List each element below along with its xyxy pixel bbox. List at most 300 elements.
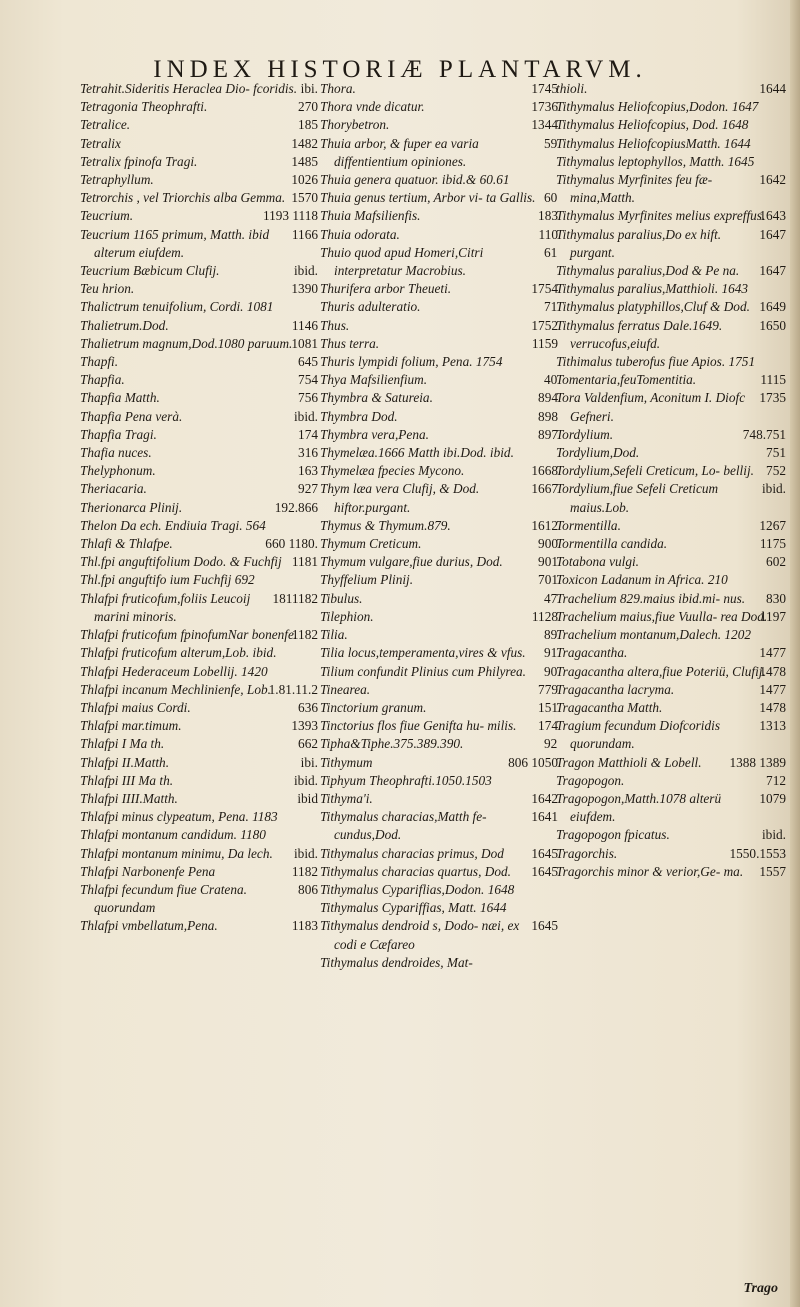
index-entry bbox=[320, 517, 560, 535]
entry-term: Tetragonia Theophrafti. bbox=[80, 99, 208, 115]
page-reference: ibid. bbox=[761, 827, 786, 843]
entry-term: Thymum Creticum. bbox=[320, 536, 422, 552]
entry-term: Tragon Matthioli & Lobell. bbox=[556, 754, 702, 770]
index-entry bbox=[80, 335, 320, 353]
page-reference: 662 bbox=[298, 736, 318, 752]
index-entry bbox=[320, 681, 560, 699]
entry-term: Thlafpi I Ma th. bbox=[80, 736, 165, 752]
page-reference: 40 bbox=[544, 372, 558, 388]
entry-term: Thuris lympidi folium, Pena. 1754 bbox=[320, 354, 503, 370]
page-reference: 1745 bbox=[531, 81, 558, 96]
page-reference: 110 bbox=[538, 226, 558, 242]
entry-term: Tithymalus Cypariffias, Matt. 1644 bbox=[320, 900, 507, 916]
index-entry bbox=[320, 590, 560, 608]
catchword: Trago bbox=[743, 1281, 778, 1296]
index-entry bbox=[80, 298, 320, 316]
page-reference: 1478 bbox=[759, 663, 786, 679]
page-reference: 1390 bbox=[291, 281, 318, 297]
page-reference: 1182 bbox=[291, 863, 318, 879]
page-reference: ibid. bbox=[293, 845, 318, 861]
index-entry bbox=[556, 754, 788, 772]
index-entry bbox=[556, 681, 788, 699]
entry-term: Thlafpi maius Cordi. bbox=[80, 699, 191, 715]
index-entry bbox=[320, 135, 560, 171]
entry-term: Thlafpi vmbellatum,Pena. bbox=[80, 918, 218, 934]
entry-term: Tordylium,Dod. bbox=[556, 445, 640, 461]
entry-term: Teu hrion. bbox=[80, 281, 135, 297]
index-entry bbox=[556, 553, 788, 571]
index-entry bbox=[320, 335, 560, 353]
entry-term: Thl.fpi anguftifolium Dodo. & Fuchfij bbox=[80, 554, 282, 570]
page-reference: 1197 bbox=[759, 608, 786, 624]
index-entry bbox=[80, 189, 320, 207]
page-reference: 1477 bbox=[759, 645, 786, 661]
entry-term: Trachelium maius,fiue Vuulla- rea Dod. bbox=[556, 608, 768, 624]
entry-term: Thlafpi mar.timum. bbox=[80, 718, 182, 734]
entry-term: Tinctorius flos fiue Genifta hu- milis. bbox=[320, 718, 517, 734]
page-reference: 1.81.11.2 bbox=[268, 681, 318, 697]
entry-term: Thalietrum.Dod. bbox=[80, 317, 169, 333]
index-entry bbox=[320, 917, 560, 953]
index-entry bbox=[556, 98, 788, 116]
index-entry bbox=[320, 899, 560, 917]
page-reference: 1175 bbox=[759, 536, 786, 552]
index-entry bbox=[556, 298, 788, 316]
page-reference: ibid. bbox=[761, 481, 786, 497]
page-reference: 754 bbox=[298, 372, 318, 388]
entry-term: Tilia locus,temperamenta,vires & vfus. bbox=[320, 645, 526, 661]
page-reference: 830 bbox=[766, 590, 786, 606]
page-reference: 1115 bbox=[760, 372, 786, 388]
entry-term: Tetraphyllum. bbox=[80, 172, 154, 188]
index-entry bbox=[556, 262, 788, 280]
page-reference: 1026 bbox=[291, 172, 318, 188]
index-entry bbox=[556, 171, 788, 207]
entry-term: Tithymalus dendroid s, Dodo- næi, ex codi e Cæfareo bbox=[320, 918, 520, 952]
entry-term: Thus. bbox=[320, 317, 350, 333]
entry-term: Tinearea. bbox=[320, 681, 371, 697]
page-reference: 1647 bbox=[759, 263, 786, 279]
entry-term: Tetralix fpinofa Tragi. bbox=[80, 153, 198, 169]
index-entry bbox=[80, 699, 320, 717]
entry-term: Tetrahit.Sideritis Heraclea Dio- fcoridis. bbox=[80, 81, 298, 96]
page-reference: 900 bbox=[538, 536, 558, 552]
index-entry bbox=[80, 644, 320, 662]
entry-term: Tibulus. bbox=[320, 590, 363, 606]
entry-term: Tithymalus dendroides, Mat- bbox=[320, 954, 473, 970]
page-reference: 1735 bbox=[759, 390, 786, 406]
index-entry bbox=[556, 207, 788, 225]
entry-term: Thuia Mafsilienfis. bbox=[320, 208, 421, 224]
entry-term: Tora Valdenfium, Aconitum I. Diofc Gefneri. bbox=[556, 390, 746, 424]
page-reference: 1570 bbox=[291, 190, 318, 206]
index-entry bbox=[320, 535, 560, 553]
entry-term: Thlafpi incanum Mechlinienfe, Lob. bbox=[80, 681, 271, 697]
page-reference: ibid. bbox=[293, 408, 318, 424]
index-entry bbox=[320, 462, 560, 480]
entry-term: Thlafpi minus clypeatum, Pena. 1183 bbox=[80, 809, 278, 825]
index-entry bbox=[556, 699, 788, 717]
page-reference: 1478 bbox=[759, 699, 786, 715]
entry-term: Thalietrum magnum,Dod.1080 paruum. bbox=[80, 335, 293, 351]
page-reference: 748.751 bbox=[742, 426, 786, 442]
entry-term: Teucrium Bæbicum Clufij. bbox=[80, 263, 220, 279]
index-entry bbox=[556, 317, 788, 353]
index-entry bbox=[80, 808, 320, 826]
index-entry bbox=[556, 845, 788, 863]
entry-term: Tithymalus Cypariflias,Dodon. 1648 bbox=[320, 881, 515, 897]
index-entry bbox=[80, 626, 320, 644]
index-entry bbox=[80, 480, 320, 498]
index-entry bbox=[80, 226, 320, 262]
page-reference: 660 1180. bbox=[265, 536, 318, 552]
index-entry bbox=[320, 954, 560, 972]
index-entry bbox=[80, 663, 320, 681]
entry-term: Tithymalus paralius,Do ex hift. purgant. bbox=[556, 226, 722, 260]
index-entry bbox=[320, 426, 560, 444]
index-entry bbox=[80, 517, 320, 535]
entry-term: Thapfia Matth. bbox=[80, 390, 160, 406]
entry-term: Toxicon Ladanum in Africa. 210 bbox=[556, 572, 728, 588]
page-reference: 1645 bbox=[531, 863, 558, 879]
entry-term: Thl.fpi anguftifo ium Fuchfij 692 bbox=[80, 572, 255, 588]
index-entry bbox=[320, 845, 560, 863]
entry-term: Tragorchis minor & verior,Ge- ma. bbox=[556, 863, 744, 879]
entry-term: Thuia genus tertium, Arbor vi- ta Gallis. bbox=[320, 190, 536, 206]
entry-term: Tragopogon fpicatus. bbox=[556, 827, 670, 843]
entry-term: Thuris adulteratio. bbox=[320, 299, 421, 315]
page-reference: 185 bbox=[298, 117, 318, 133]
page-reference: 316 bbox=[298, 445, 318, 461]
page-reference: 61 bbox=[544, 244, 558, 260]
entry-term: Tithymalus Heliofcopius, Dod. 1648 bbox=[556, 117, 749, 133]
index-entry bbox=[80, 207, 320, 225]
page-reference: 92 bbox=[544, 736, 558, 752]
page-reference: 47 bbox=[544, 590, 558, 606]
page-reference: 752 bbox=[766, 463, 786, 479]
index-entry bbox=[556, 571, 788, 589]
page-reference: 90 bbox=[544, 663, 558, 679]
index-entry bbox=[80, 389, 320, 407]
page-reference: 1485 bbox=[291, 153, 318, 169]
page-reference: ibid bbox=[297, 790, 318, 806]
entry-term: Teucrium 1165 primum, Matth. ibid alterum eiufdem. bbox=[80, 226, 270, 260]
index-entry bbox=[320, 353, 560, 371]
entry-term: Thlafi & Thlafpe. bbox=[80, 536, 173, 552]
entry-term: Thlafpi II.Matth. bbox=[80, 754, 170, 770]
entry-term: Tragacantha altera,fiue Poteriü, Clufij. bbox=[556, 663, 766, 679]
entry-term: Tetrorchis , vel Triorchis alba Gemma. bbox=[80, 190, 286, 206]
entry-term: Tithymalus paralius,Matthioli. 1643 bbox=[556, 281, 749, 297]
entry-term: Thymbra vera,Pena. bbox=[320, 426, 429, 442]
entry-term: Tithyma'i. bbox=[320, 790, 373, 806]
index-entry bbox=[556, 717, 788, 753]
index-entry bbox=[320, 663, 560, 681]
page-reference: 779 bbox=[538, 681, 558, 697]
entry-term: Thlafpi III Ma th. bbox=[80, 772, 174, 788]
page-reference: 1267 bbox=[759, 517, 786, 533]
index-entry bbox=[320, 371, 560, 389]
page-reference: 1182 bbox=[291, 627, 318, 643]
index-entry bbox=[320, 626, 560, 644]
index-entry bbox=[556, 426, 788, 444]
entry-term: Thalictrum tenuifolium, Cordi. 1081 bbox=[80, 299, 274, 315]
page-reference: 1612 bbox=[531, 517, 558, 533]
entry-term: Tragopogon. bbox=[556, 772, 625, 788]
page-edge bbox=[790, 0, 800, 1307]
index-entry bbox=[80, 371, 320, 389]
entry-term: Tithymalus ferratus Dale.1649. verrucofus,eiufd. bbox=[556, 317, 723, 351]
page-reference: 1193 1118 bbox=[262, 208, 318, 224]
index-entry bbox=[556, 389, 788, 425]
entry-term: Thapfi. bbox=[80, 354, 119, 370]
entry-term: Thora. bbox=[320, 81, 356, 96]
entry-term: Thora vnde dicatur. bbox=[320, 99, 425, 115]
index-entry bbox=[556, 226, 788, 262]
index-entry bbox=[80, 280, 320, 298]
entry-term: Tetralix bbox=[80, 135, 121, 151]
entry-term: Thlafpi Narbonenfe Pena bbox=[80, 863, 216, 879]
entry-term: Thlafpi Hederaceum Lobellij. 1420 bbox=[80, 663, 268, 679]
index-entry bbox=[80, 790, 320, 808]
entry-term: Tragopogon,Matth.1078 alterü eiufdem. bbox=[556, 790, 722, 825]
page-reference: 636 bbox=[298, 699, 318, 715]
index-entry bbox=[80, 826, 320, 844]
entry-term: Teucrium. bbox=[80, 208, 134, 224]
entry-term: Tipha&Tiphe.375.389.390. bbox=[320, 736, 464, 752]
index-entry bbox=[556, 480, 788, 516]
entry-term: Thymelæa fpecies Mycono. bbox=[320, 463, 465, 479]
index-entry bbox=[556, 535, 788, 553]
index-column-2 bbox=[320, 80, 560, 972]
entry-term: Tilephion. bbox=[320, 608, 374, 624]
index-entry bbox=[80, 590, 320, 626]
page-reference: 901 bbox=[538, 554, 558, 570]
entry-term: Tormentilla. bbox=[556, 517, 621, 533]
page-reference: 192.866 bbox=[274, 499, 318, 515]
index-entry bbox=[556, 626, 788, 644]
entry-term: Tragacantha lacryma. bbox=[556, 681, 675, 697]
page-reference: 89 bbox=[544, 627, 558, 643]
entry-term: Thuia genera quatuor. ibid.& 60.61 bbox=[320, 172, 510, 188]
index-entry bbox=[320, 298, 560, 316]
entry-term: Thymelæa.1666 Matth ibi.Dod. ibid. bbox=[320, 445, 514, 461]
entry-term: Tithymalus paralius,Dod & Pe na. bbox=[556, 263, 740, 279]
entry-term: Thlafpi fruticofum fpinofumNar bonenfe. bbox=[80, 627, 298, 643]
index-entry bbox=[556, 517, 788, 535]
index-entry bbox=[320, 553, 560, 571]
page-reference: 751 bbox=[766, 445, 786, 461]
page-reference: 71 bbox=[544, 299, 558, 315]
page-reference: 1181 bbox=[291, 554, 318, 570]
page-reference: 174 bbox=[298, 426, 318, 442]
index-entry bbox=[80, 171, 320, 189]
index-entry bbox=[80, 881, 320, 917]
index-entry bbox=[320, 735, 560, 753]
index-entry bbox=[556, 863, 788, 881]
entry-term: Thapfia. bbox=[80, 372, 125, 388]
index-entry bbox=[320, 207, 560, 225]
page-reference: 1482 bbox=[291, 135, 318, 151]
page-reference: 1642 bbox=[759, 172, 786, 188]
page-reference: 1667 bbox=[531, 481, 558, 497]
index-column-3 bbox=[556, 80, 788, 881]
index-entry bbox=[80, 353, 320, 371]
index-entry bbox=[80, 553, 320, 571]
index-entry bbox=[556, 663, 788, 681]
entry-term: Thuia odorata. bbox=[320, 226, 400, 242]
page-title: INDEX HISTORIÆ PLANTARVM. bbox=[153, 56, 647, 83]
entry-term: Tormentilla candida. bbox=[556, 536, 668, 552]
page-reference: 60 bbox=[544, 190, 558, 206]
entry-term: Thlafpi fecundum fiue Cratena. quorundam bbox=[80, 881, 247, 916]
page-reference: 1166 bbox=[291, 226, 318, 242]
index-entry bbox=[80, 80, 320, 98]
page-reference: 1159 bbox=[531, 335, 558, 351]
index-entry bbox=[80, 135, 320, 153]
page-reference: 1752 bbox=[531, 317, 558, 333]
page-reference: 1393 bbox=[291, 718, 318, 734]
page-reference: 1557 bbox=[759, 863, 786, 879]
index-entry bbox=[556, 826, 788, 844]
entry-term: Trachelium montanum,Dalech. 1202 bbox=[556, 627, 752, 643]
index-entry bbox=[320, 754, 560, 772]
index-entry bbox=[320, 116, 560, 134]
index-entry bbox=[320, 772, 560, 790]
page-reference: 1650 bbox=[759, 317, 786, 333]
index-entry bbox=[80, 408, 320, 426]
index-column-1 bbox=[80, 80, 320, 936]
page-reference: 1754 bbox=[531, 281, 558, 297]
page-reference: 1645 bbox=[531, 845, 558, 861]
page-reference: 1641 bbox=[531, 809, 558, 825]
entry-term: Thapfia Pena verà. bbox=[80, 408, 183, 424]
index-entry bbox=[320, 408, 560, 426]
index-entry bbox=[556, 772, 788, 790]
page-reference: 270 bbox=[298, 99, 318, 115]
index-entry bbox=[80, 863, 320, 881]
entry-term: Tithymalus characias quartus, Dod. bbox=[320, 863, 511, 879]
index-entry bbox=[556, 153, 788, 171]
entry-term: Thlafpi fruticofum,foliis Leucoij marini minoris. bbox=[80, 590, 251, 624]
index-entry bbox=[80, 845, 320, 863]
entry-term: Totabona vulgi. bbox=[556, 554, 639, 570]
index-entry bbox=[80, 571, 320, 589]
page-reference: 1183 bbox=[291, 918, 318, 934]
index-entry bbox=[80, 426, 320, 444]
page-reference: 806 bbox=[298, 881, 318, 897]
page-reference: 1649 bbox=[759, 299, 786, 315]
entry-term: Thlafpi montanum candidum. 1180 bbox=[80, 827, 266, 843]
index-entry bbox=[556, 444, 788, 462]
index-entry bbox=[320, 699, 560, 717]
index-entry bbox=[556, 80, 788, 98]
index-entry bbox=[320, 717, 560, 735]
entry-term: Thorybetron. bbox=[320, 117, 390, 133]
entry-term: Tithymum bbox=[320, 754, 373, 770]
index-entry bbox=[556, 135, 788, 153]
page-reference: 174 bbox=[538, 718, 558, 734]
page-reference: 1736 bbox=[531, 99, 558, 115]
page-reference: 1644 bbox=[759, 81, 786, 96]
page-reference: 91 bbox=[544, 645, 558, 661]
index-entry bbox=[556, 371, 788, 389]
page-reference: 701 bbox=[538, 572, 558, 588]
entry-term: Thymus & Thymum.879. bbox=[320, 517, 451, 533]
page-reference: 756 bbox=[298, 390, 318, 406]
page-reference: 1081 bbox=[291, 335, 318, 351]
index-entry bbox=[80, 462, 320, 480]
entry-term: Thym læa vera Clufij, & Dod. hiftor.purgant. bbox=[320, 481, 480, 515]
entry-term: Tordylium. bbox=[556, 426, 614, 442]
index-entry bbox=[80, 98, 320, 116]
entry-term: Thlafpi fruticofum alterum,Lob. ibid. bbox=[80, 645, 277, 661]
entry-term: Thlafpi montanum minimu, Da lech. bbox=[80, 845, 273, 861]
entry-term: Thafia nuces. bbox=[80, 445, 152, 461]
index-entry bbox=[320, 226, 560, 244]
page-reference: 1079 bbox=[759, 790, 786, 806]
page-reference: 1643 bbox=[759, 208, 786, 224]
index-entry bbox=[320, 881, 560, 899]
index-entry bbox=[320, 790, 560, 808]
entry-term: Thuia arbor, & fuper ea varia diffentientium opiniones. bbox=[320, 135, 479, 169]
page-reference: 1313 bbox=[759, 718, 786, 734]
entry-term: Tragacantha Matth. bbox=[556, 699, 663, 715]
index-entry bbox=[320, 317, 560, 335]
index-entry bbox=[556, 116, 788, 134]
entry-term: Tomentaria,feuTomentitia. bbox=[556, 372, 697, 388]
entry-term: Thus terra. bbox=[320, 335, 380, 351]
index-entry bbox=[320, 244, 560, 280]
page-reference: 1477 bbox=[759, 681, 786, 697]
entry-term: Tilium confundit Plinius cum Philyrea. bbox=[320, 663, 526, 679]
page-reference: 59 bbox=[544, 135, 558, 151]
index-entry bbox=[80, 153, 320, 171]
index-entry bbox=[80, 681, 320, 699]
page-reference: 1344 bbox=[531, 117, 558, 133]
entry-term: Thelon Da ech. Endiuia Tragi. 564 bbox=[80, 517, 266, 533]
page-reference: 645 bbox=[298, 354, 318, 370]
index-entry bbox=[320, 644, 560, 662]
entry-term: Thymum vulgare,fiue durius, Dod. bbox=[320, 554, 503, 570]
entry-term: Tithymalus platyphillos,Cluf & Dod. bbox=[556, 299, 750, 315]
index-entry bbox=[556, 353, 788, 371]
page-reference: 927 bbox=[298, 481, 318, 497]
entry-term: Therionarca Plinij. bbox=[80, 499, 183, 515]
entry-term: thioli. bbox=[556, 81, 588, 96]
page-reference: ibi. bbox=[300, 754, 318, 770]
page-reference: 1668 bbox=[531, 463, 558, 479]
index-entry bbox=[80, 535, 320, 553]
index-entry bbox=[80, 717, 320, 735]
page-reference: 897 bbox=[538, 426, 558, 442]
entry-term: Tithymalus characias primus, Dod bbox=[320, 845, 504, 861]
entry-term: Tinctorium granum. bbox=[320, 699, 427, 715]
index-entry bbox=[80, 262, 320, 280]
entry-term: Thya Mafsilienfium. bbox=[320, 372, 428, 388]
index-entry bbox=[320, 280, 560, 298]
entry-term: Thurifera arbor Theueti. bbox=[320, 281, 452, 297]
index-entry bbox=[80, 444, 320, 462]
entry-term: Tilia. bbox=[320, 627, 348, 643]
page-reference: ibid. bbox=[293, 772, 318, 788]
entry-term: Thymbra Dod. bbox=[320, 408, 398, 424]
index-entry bbox=[320, 444, 560, 462]
page-reference: ibi. bbox=[300, 81, 318, 96]
index-entry bbox=[80, 917, 320, 935]
page-reference: 1146 bbox=[291, 317, 318, 333]
index-entry bbox=[80, 317, 320, 335]
